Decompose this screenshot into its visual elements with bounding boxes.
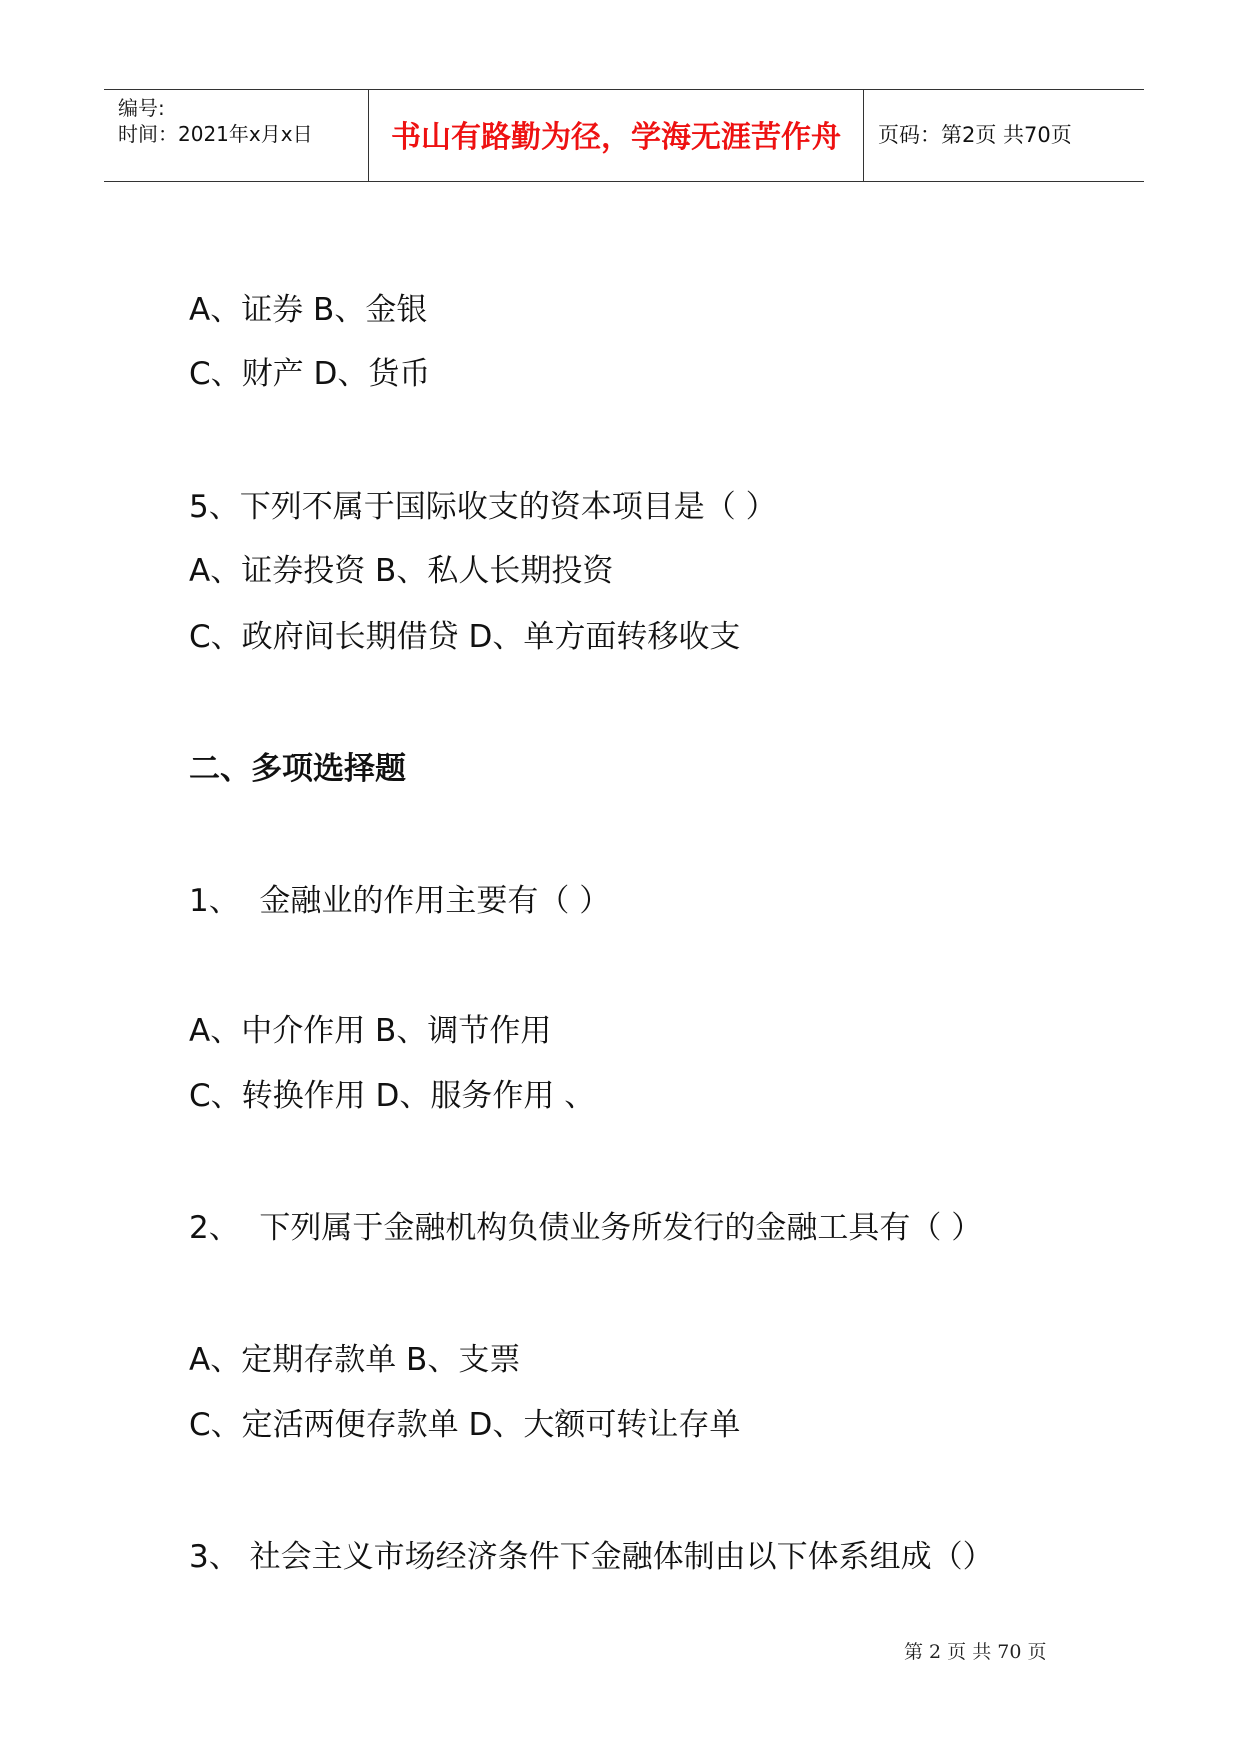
q4-options-cd: C、财产 D、货币 (189, 356, 431, 392)
m1-question: 1、 金融业的作用主要有（ ） (189, 883, 611, 919)
header-page-info: 页码：第2页 共70页 (878, 123, 1072, 147)
m2-options-ab: A、定期存款单 B、支票 (189, 1342, 521, 1378)
document-time-label: 时间：2021年x月x日 (118, 122, 313, 146)
m3-question: 3、 社会主义市场经济条件下金融体制由以下体系组成（） (189, 1539, 994, 1575)
m1-options-ab: A、中介作用 B、调节作用 (189, 1013, 552, 1049)
q5-options-ab: A、证券投资 B、私人长期投资 (189, 553, 614, 589)
m2-question: 2、 下列属于金融机构负债业务所发行的金融工具有（ ） (189, 1210, 983, 1246)
header-motto: 书山有路勤为径，学海无涯苦作舟 (391, 120, 841, 155)
page-header (104, 89, 1144, 182)
document-number-label: 编号: (118, 96, 165, 120)
page-footer: 第 2 页 共 70 页 (904, 1641, 1047, 1663)
q5-question: 5、下列不属于国际收支的资本项目是（ ） (189, 489, 777, 525)
header-page-cell (864, 90, 1144, 181)
header-meta-cell (104, 90, 369, 181)
m1-options-cd: C、转换作用 D、服务作用 、 (189, 1078, 596, 1114)
q5-options-cd: C、政府间长期借贷 D、单方面转移收支 (189, 619, 741, 655)
m2-options-cd: C、定活两便存款单 D、大额可转让存单 (189, 1407, 741, 1443)
q4-options-ab: A、证券 B、金银 (189, 292, 428, 328)
header-motto-cell (369, 90, 864, 181)
section-title-multiple-choice: 二、多项选择题 (189, 751, 406, 787)
